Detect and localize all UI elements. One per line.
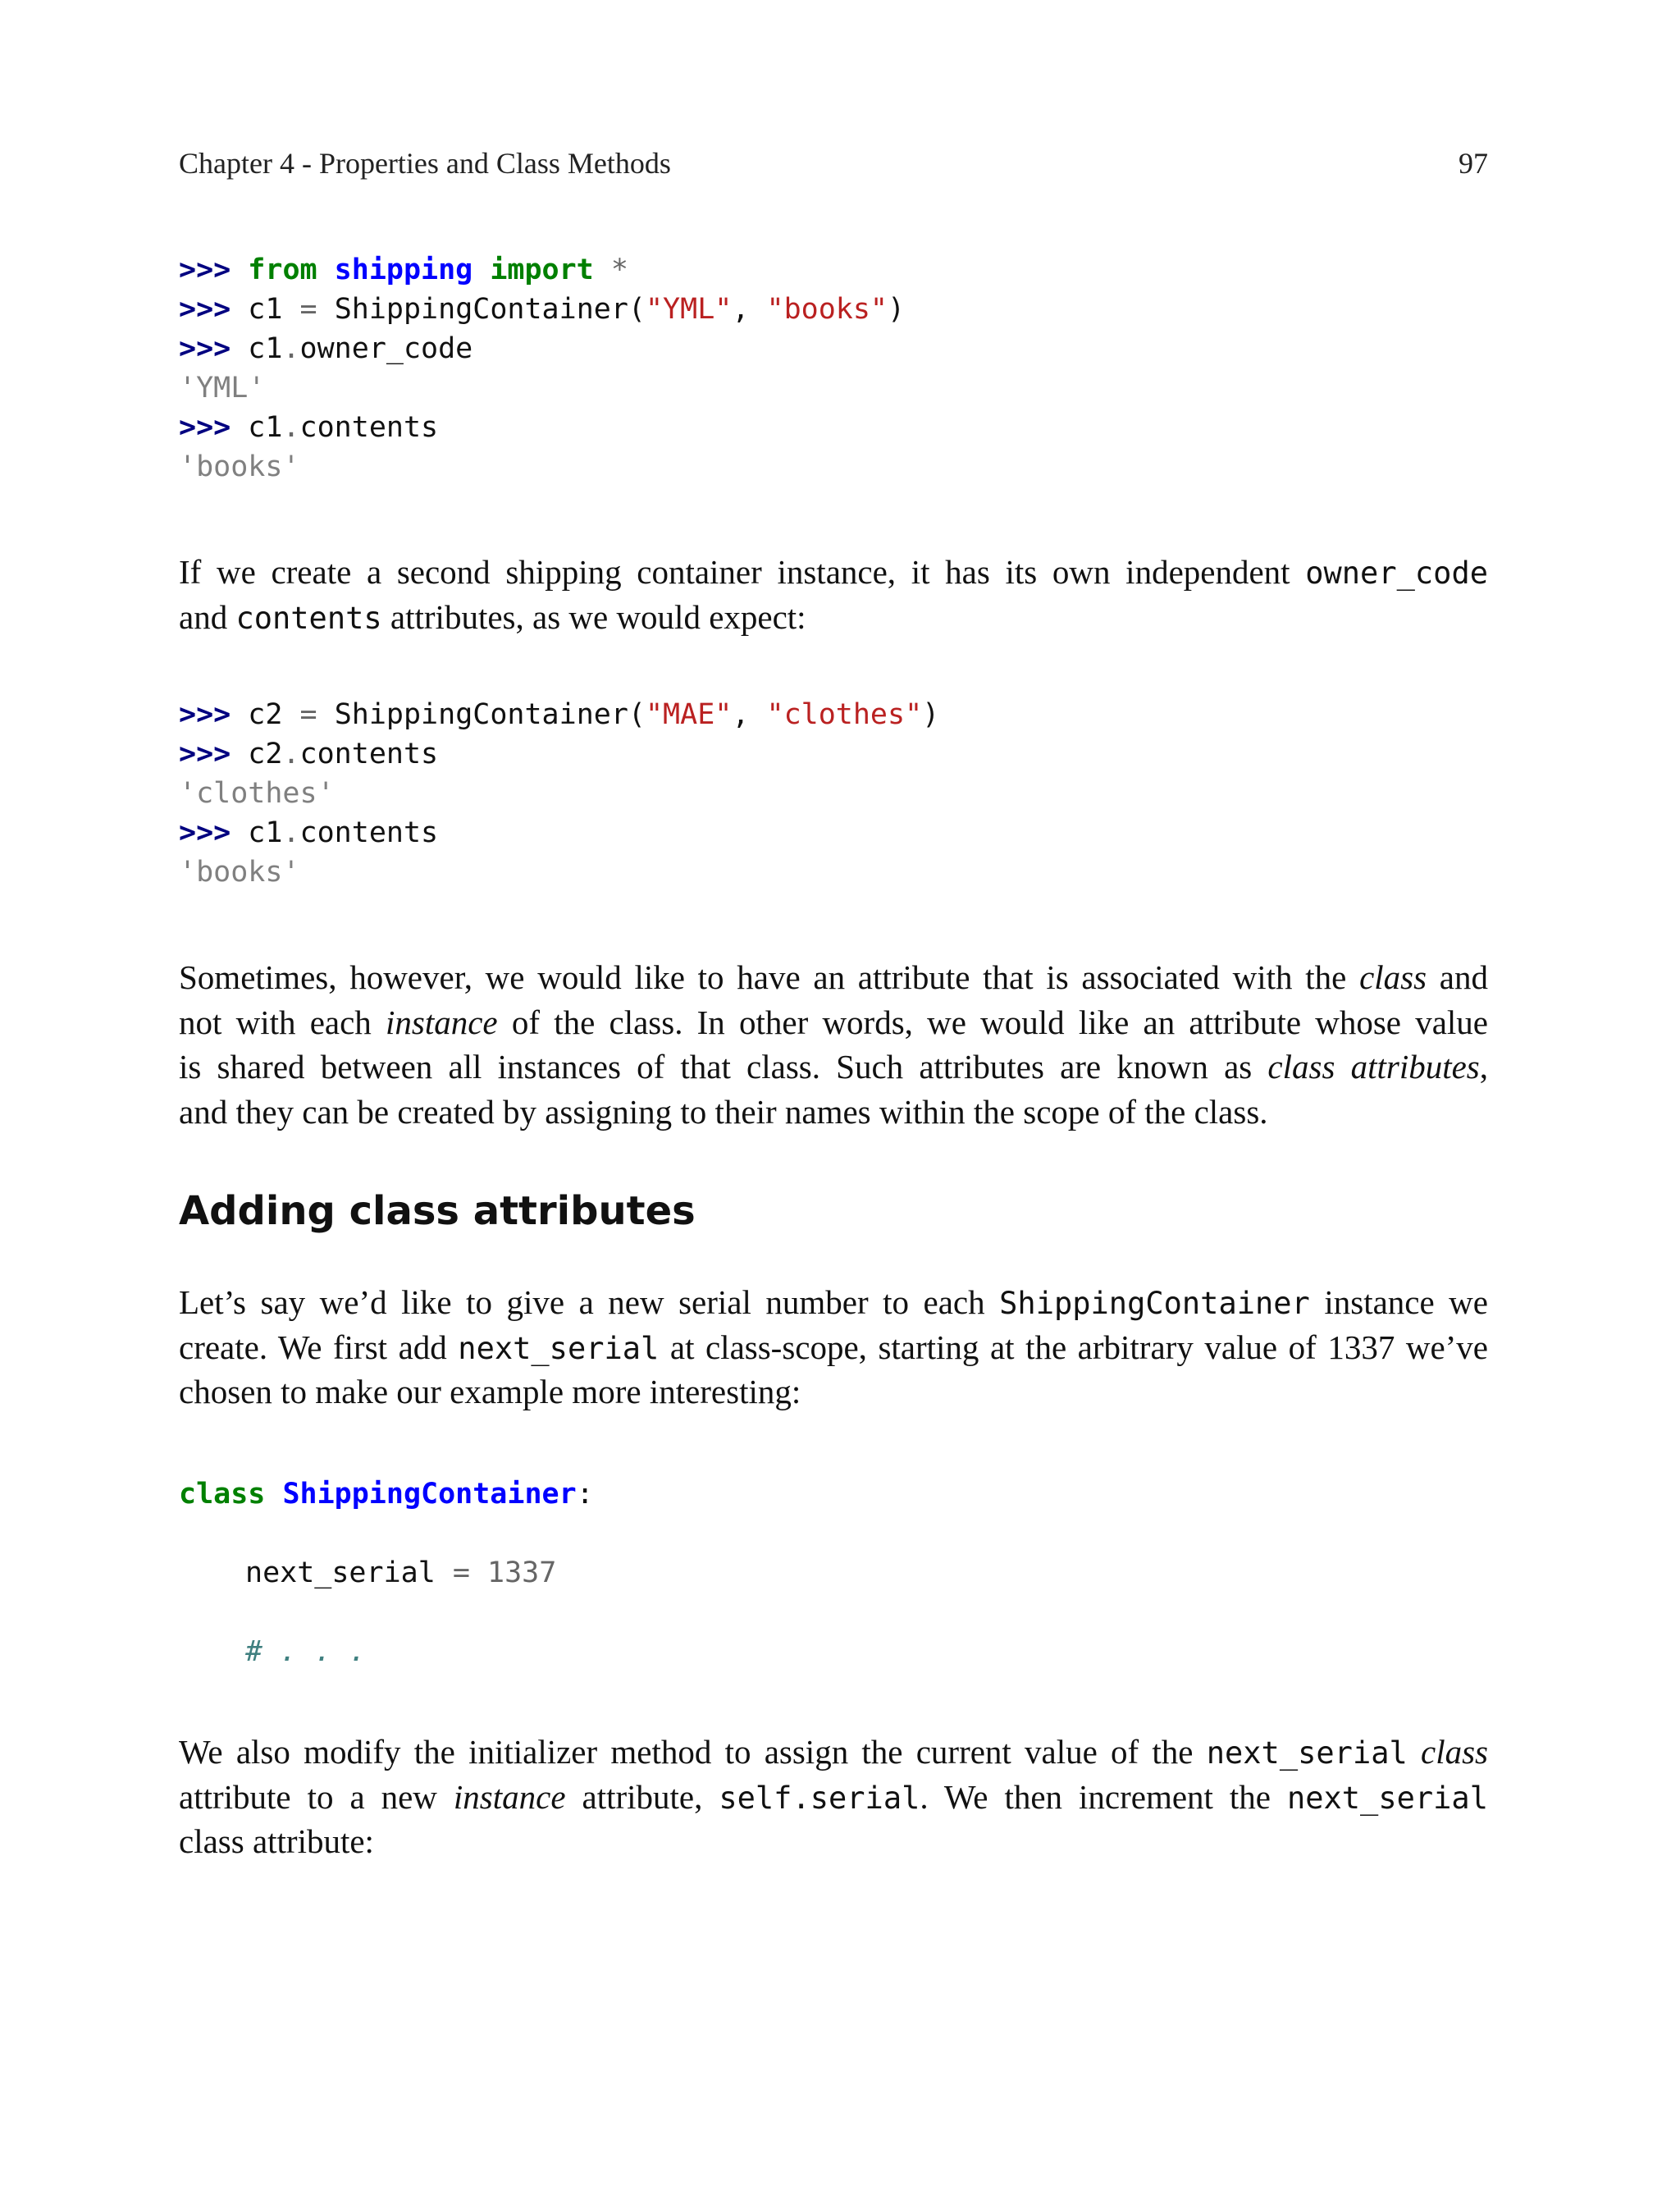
- repl-prompt: >>>: [179, 411, 231, 444]
- text-line: [179, 1045, 1488, 1090]
- identifier: c1: [248, 332, 283, 365]
- inline-code: ShippingContainer: [999, 1286, 1310, 1321]
- operator: =: [452, 1556, 470, 1589]
- text-line: [179, 595, 1488, 640]
- text: We also modify the initializer method to assign the current value of the: [179, 1733, 1207, 1771]
- repl-prompt: >>>: [179, 254, 231, 286]
- text: attribute,: [565, 1777, 719, 1816]
- repl-output: 'clothes': [179, 777, 335, 810]
- repl-output: 'YML': [179, 372, 266, 405]
- keyword: from: [248, 254, 317, 286]
- text: create. We first add: [179, 1328, 459, 1366]
- code-block-class-definition: [179, 1474, 594, 1668]
- string-literal: "clothes": [766, 698, 923, 731]
- text-line: [179, 1730, 1488, 1775]
- text: and: [179, 597, 236, 636]
- inline-code: owner_code: [1305, 555, 1488, 591]
- operator: .: [282, 816, 300, 849]
- text: chosen to make our example more interesting:: [179, 1373, 801, 1410]
- operator: .: [282, 738, 300, 770]
- identifier: contents: [299, 411, 439, 444]
- emphasis: class: [1421, 1733, 1489, 1771]
- text: attributes, as we would expect:: [381, 597, 806, 636]
- running-header: [179, 146, 1488, 187]
- text: is shared between all instances of that class. Such attributes are known as: [179, 1048, 1268, 1086]
- identifier: c2: [248, 738, 283, 770]
- inline-code: contents: [235, 600, 382, 636]
- inline-code: next_serial: [1206, 1735, 1408, 1771]
- punctuation: ): [888, 293, 906, 326]
- text-line: [179, 955, 1488, 1000]
- chapter-title: Chapter 4 - Properties and Class Methods: [179, 147, 671, 180]
- text-line: [179, 550, 1488, 595]
- text: Sometimes, however, we would like to have an attribute that is associated with the: [179, 958, 1360, 996]
- identifier: ShippingContainer(: [334, 698, 646, 731]
- module-name: shipping: [334, 254, 473, 286]
- repl-prompt: >>>: [179, 698, 231, 731]
- text: and they can be created by assigning to their names within the scope of the class.: [179, 1092, 1268, 1131]
- inline-code: next_serial: [1286, 1780, 1488, 1816]
- identifier: next_serial: [245, 1556, 436, 1589]
- emphasis: class: [1359, 958, 1427, 996]
- text: Let’s say we’d like to give a new serial number to each: [179, 1283, 1000, 1321]
- punctuation: ,: [732, 698, 750, 731]
- identifier: contents: [299, 816, 439, 849]
- identifier: c1: [248, 411, 283, 444]
- text-line: [179, 1325, 1488, 1370]
- operator: .: [282, 332, 300, 365]
- punctuation: :: [576, 1478, 594, 1511]
- code-line: [179, 1474, 594, 1514]
- repl-prompt: >>>: [179, 293, 231, 326]
- text-line: [179, 1000, 1488, 1045]
- identifier: contents: [299, 738, 439, 770]
- text: If we create a second shipping container instance, it has its own independent: [179, 553, 1306, 591]
- code-line: [179, 329, 472, 368]
- emphasis: instance: [453, 1777, 566, 1816]
- code-block-repl-1: [179, 250, 906, 513]
- punctuation: ): [922, 698, 940, 731]
- repl-output: 'books': [179, 856, 300, 889]
- string-literal: "books": [766, 293, 888, 326]
- class-name: ShippingContainer: [282, 1478, 577, 1511]
- text-line: [179, 1369, 1488, 1415]
- repl-output: 'books': [179, 450, 300, 483]
- number-literal: 1337: [487, 1556, 557, 1589]
- code-line: [179, 290, 905, 329]
- code-block-repl-2: [179, 695, 940, 925]
- section-heading: Adding class attributes: [179, 1188, 696, 1234]
- text: instance we: [1309, 1283, 1488, 1321]
- punctuation: ,: [732, 293, 750, 326]
- emphasis: instance: [386, 1003, 498, 1041]
- repl-prompt: >>>: [179, 816, 231, 849]
- inline-code: self.serial: [719, 1780, 920, 1816]
- emphasis: class attributes: [1267, 1048, 1480, 1086]
- text: at class-scope, starting at the arbitrary value of 1337 we’ve: [659, 1328, 1489, 1366]
- identifier: c2: [248, 698, 283, 731]
- code-line: [245, 1553, 556, 1593]
- code-line: [179, 695, 939, 734]
- identifier: ShippingContainer(: [334, 293, 646, 326]
- code-line: [179, 250, 628, 290]
- text: . We then increment the: [920, 1777, 1287, 1816]
- text: attribute to a new: [179, 1777, 454, 1816]
- operator: *: [610, 254, 628, 286]
- text: and: [1427, 958, 1488, 996]
- identifier: owner_code: [299, 332, 473, 365]
- text: not with each: [179, 1003, 386, 1041]
- text: ,: [1479, 1048, 1489, 1086]
- keyword: import: [490, 254, 594, 286]
- repl-prompt: >>>: [179, 738, 231, 770]
- inline-code: next_serial: [458, 1330, 660, 1366]
- keyword: class: [179, 1478, 266, 1511]
- identifier: c1: [248, 293, 283, 326]
- text: of the class. In other words, we would like an attribute whose value: [497, 1003, 1488, 1041]
- text-line: [179, 1280, 1488, 1325]
- code-line: [179, 813, 438, 853]
- text-line: [179, 1775, 1488, 1820]
- page-number: 97: [1459, 147, 1488, 180]
- string-literal: "YML": [645, 293, 733, 326]
- operator: =: [299, 698, 317, 731]
- identifier: c1: [248, 816, 283, 849]
- operator: =: [299, 293, 317, 326]
- code-line: [179, 734, 438, 774]
- code-line: [179, 408, 438, 447]
- operator: .: [282, 411, 300, 444]
- code-comment: # . . .: [245, 1635, 367, 1668]
- string-literal: "MAE": [645, 698, 733, 731]
- text-line: [179, 1819, 1488, 1864]
- text: class attribute:: [179, 1822, 374, 1860]
- repl-prompt: >>>: [179, 332, 231, 365]
- text-line: [179, 1090, 1488, 1135]
